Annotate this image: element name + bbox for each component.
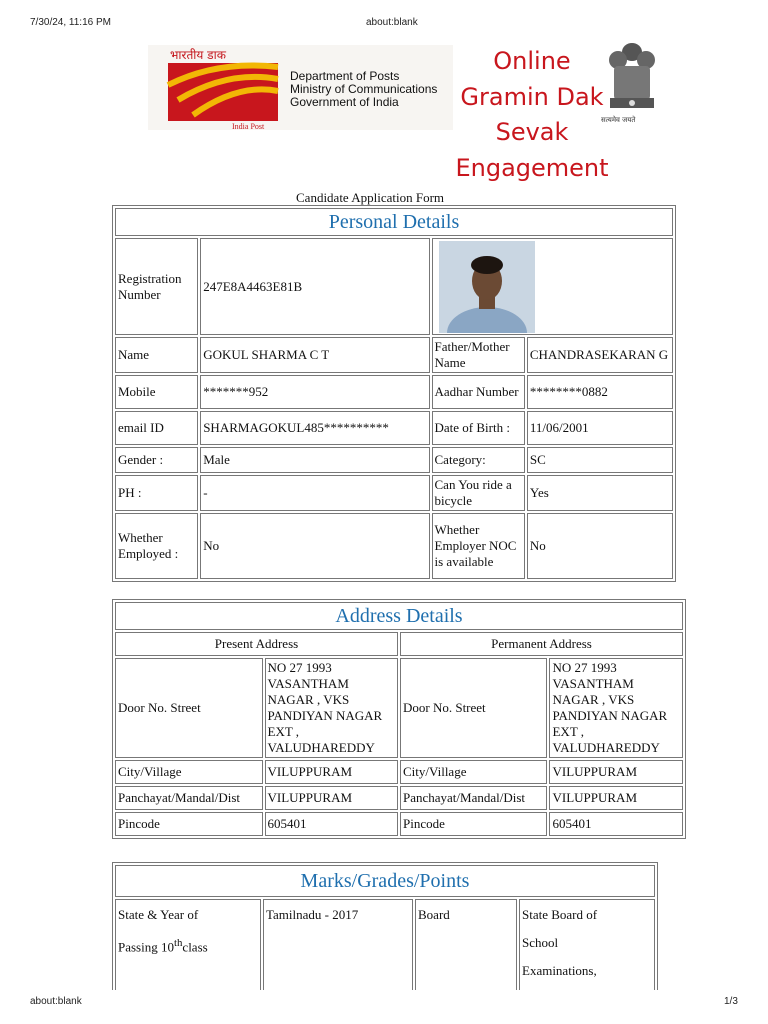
personal-details-table [112, 205, 676, 582]
print-page-number: 1/3 [724, 996, 738, 1007]
aadhar-value: ********0882 [527, 375, 673, 409]
board-label: Board [415, 899, 517, 990]
board-value: State Board of School Examinations, [519, 899, 655, 990]
permanent-pincode-value: 605401 [549, 812, 683, 836]
present-pincode-label: Pincode [115, 812, 263, 836]
logo-india-post-text: India Post [232, 122, 265, 131]
state-year-label: State & Year of Passing 10thclass [115, 899, 261, 990]
permanent-address-heading: Permanent Address [400, 632, 683, 656]
email-value: SHARMAGOKUL485********** [200, 411, 429, 445]
address-details-table [112, 599, 686, 839]
category-label: Category: [432, 447, 525, 473]
permanent-city-label: City/Village [400, 760, 548, 784]
page-heading: Online Gramin Dak Sevak Engagement [455, 47, 609, 182]
father-value: CHANDRASEKARAN G [527, 337, 673, 373]
present-panchayat-value: VILUPPURAM [265, 786, 398, 810]
category-value: SC [527, 447, 673, 473]
photo-cell [432, 238, 673, 335]
department-text: Department of Posts Ministry of Communications Government of India [290, 69, 438, 109]
email-label: email ID [115, 411, 198, 445]
bicycle-value: Yes [527, 475, 673, 511]
permanent-city-value: VILUPPURAM [549, 760, 683, 784]
ph-value: - [200, 475, 429, 511]
print-page-title: about:blank [366, 17, 418, 28]
employed-label: Whether Employed : [115, 513, 198, 579]
name-label: Name [115, 337, 198, 373]
present-pincode-value: 605401 [265, 812, 398, 836]
print-footer-url: about:blank [30, 996, 82, 1007]
personal-heading: Personal Details [115, 208, 673, 236]
present-city-value: VILUPPURAM [265, 760, 398, 784]
ph-label: PH : [115, 475, 198, 511]
name-value: GOKUL SHARMA C T [200, 337, 429, 373]
employed-value: No [200, 513, 429, 579]
form-title: Candidate Application Form [296, 190, 445, 205]
present-panchayat-label: Panchayat/Mandal/Dist [115, 786, 263, 810]
candidate-photo [439, 241, 535, 333]
logo-hindi-text: भारतीय डाक [170, 48, 226, 62]
marks-heading: Marks/Grades/Points [115, 865, 655, 897]
print-timestamp: 7/30/24, 11:16 PM [30, 17, 111, 28]
address-heading: Address Details [115, 602, 683, 630]
present-city-label: City/Village [115, 760, 263, 784]
noc-label: Whether Employer NOC is available [432, 513, 525, 579]
permanent-pincode-label: Pincode [400, 812, 548, 836]
mobile-label: Mobile [115, 375, 198, 409]
permanent-panchayat-label: Panchayat/Mandal/Dist [400, 786, 548, 810]
present-address-heading: Present Address [115, 632, 398, 656]
gender-value: Male [200, 447, 429, 473]
father-label: Father/Mother Name [432, 337, 525, 373]
permanent-door-label: Door No. Street [400, 658, 548, 758]
present-door-value: NO 27 1993 VASANTHAM NAGAR , VKS PANDIYAN NAGAR EXT , VALUDHAREDDY [265, 658, 398, 758]
national-emblem-icon [604, 38, 660, 120]
mobile-value: *******952 [200, 375, 429, 409]
permanent-panchayat-value: VILUPPURAM [549, 786, 683, 810]
marks-table [112, 862, 658, 990]
reg-value: 247E8A4463E81B [200, 238, 429, 335]
bicycle-label: Can You ride a bicycle [432, 475, 525, 511]
aadhar-label: Aadhar Number [432, 375, 525, 409]
permanent-door-value: NO 27 1993 VASANTHAM NAGAR , VKS PANDIYAN NAGAR EXT , VALUDHAREDDY [549, 658, 683, 758]
noc-value: No [527, 513, 673, 579]
dob-label: Date of Birth : [432, 411, 525, 445]
marks-clip [112, 862, 658, 990]
present-door-label: Door No. Street [115, 658, 263, 758]
gender-label: Gender : [115, 447, 198, 473]
state-year-value: Tamilnadu - 2017 [263, 899, 413, 990]
dob-value: 11/06/2001 [527, 411, 673, 445]
emblem-caption: सत्यमेव जयते [601, 116, 636, 124]
reg-label: Registration Number [115, 238, 198, 335]
